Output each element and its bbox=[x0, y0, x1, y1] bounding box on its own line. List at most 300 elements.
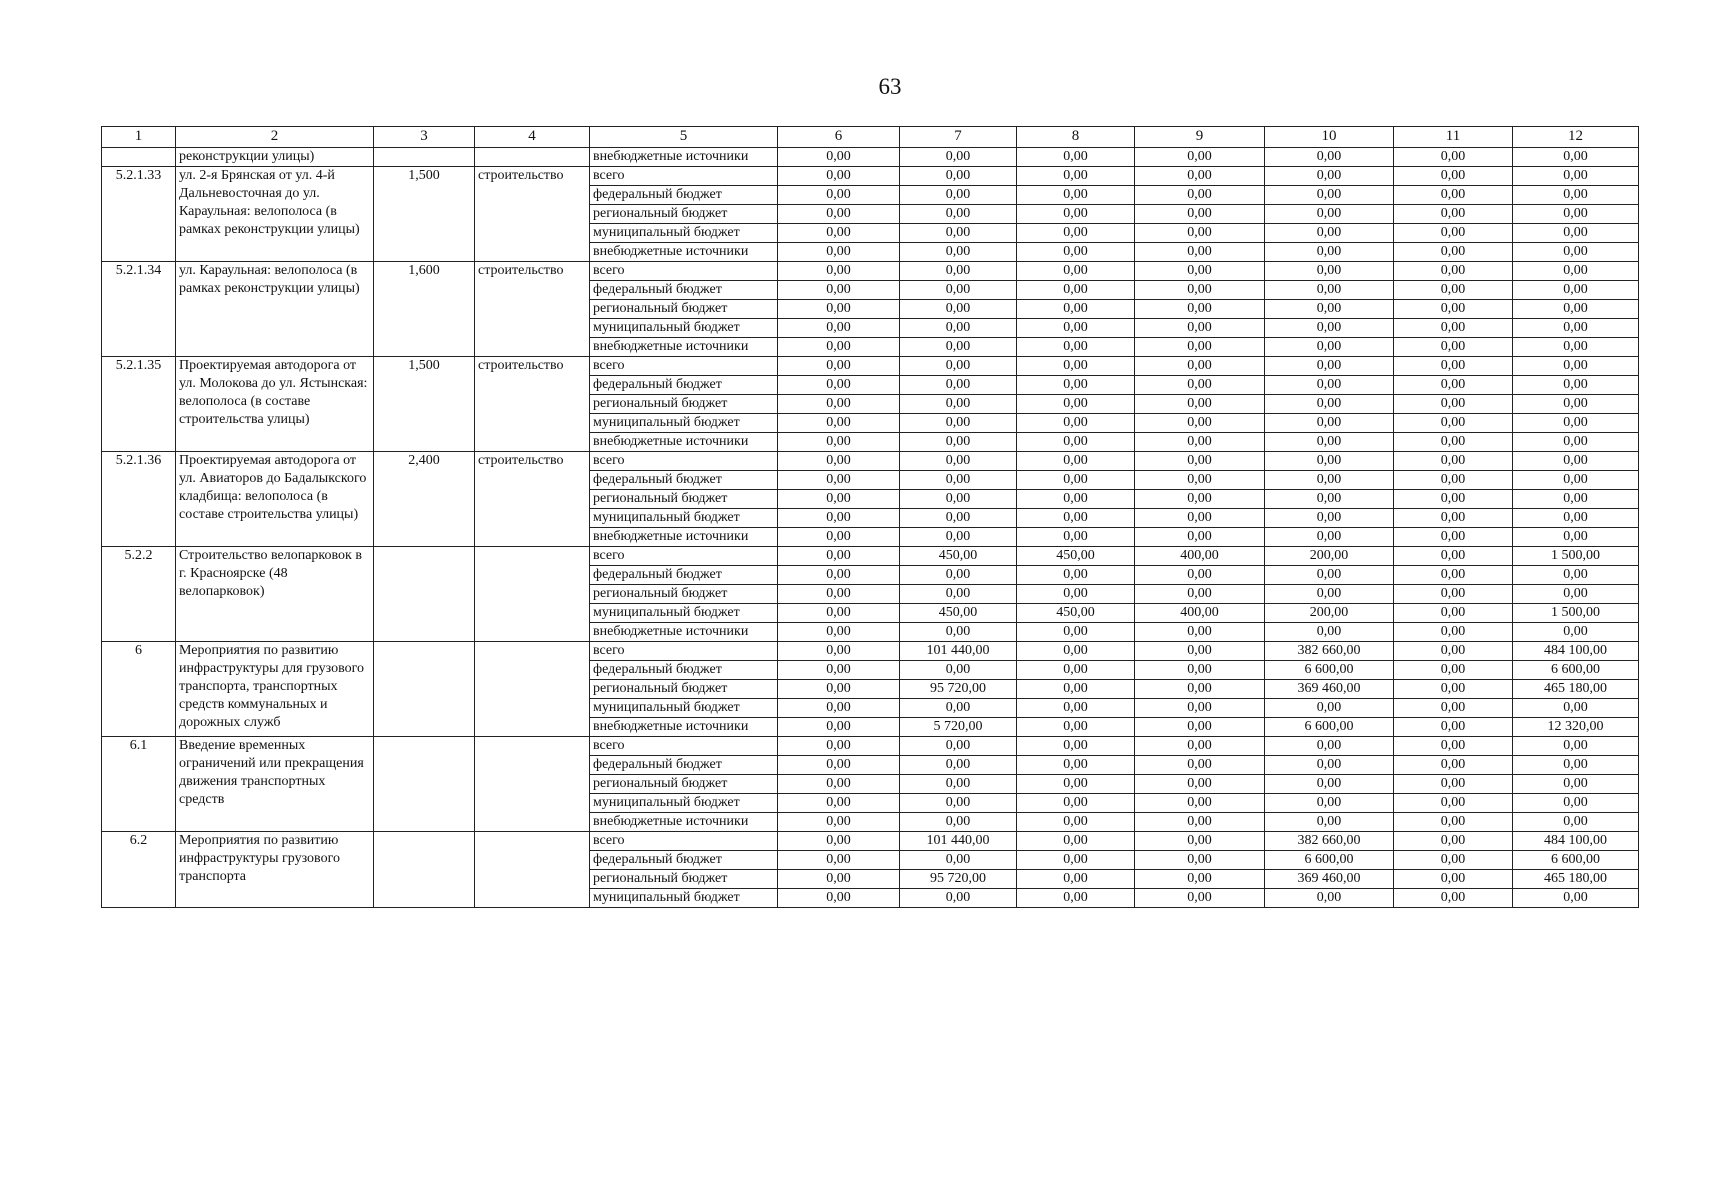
value-cell: 0,00 bbox=[1394, 889, 1513, 908]
value-cell: 0,00 bbox=[1394, 623, 1513, 642]
value-cell: 0,00 bbox=[778, 433, 900, 452]
funding-source: региональный бюджет bbox=[590, 870, 778, 889]
value-cell: 0,00 bbox=[778, 566, 900, 585]
value-cell: 450,00 bbox=[1017, 604, 1135, 623]
item-name: Мероприятия по развитию инфраструктуры грузового транспорта bbox=[176, 832, 374, 908]
value-cell: 0,00 bbox=[1017, 471, 1135, 490]
funding-source: региональный бюджет bbox=[590, 205, 778, 224]
value-cell: 0,00 bbox=[1265, 528, 1394, 547]
funding-source: внебюджетные источники bbox=[590, 243, 778, 262]
value-cell: 0,00 bbox=[1394, 737, 1513, 756]
value-cell: 0,00 bbox=[1394, 832, 1513, 851]
value-cell: 0,00 bbox=[1513, 775, 1639, 794]
value-cell: 0,00 bbox=[1265, 357, 1394, 376]
value-cell: 450,00 bbox=[900, 547, 1017, 566]
funding-source: федеральный бюджет bbox=[590, 186, 778, 205]
value-cell: 0,00 bbox=[1135, 148, 1265, 167]
value-cell: 0,00 bbox=[900, 490, 1017, 509]
value-cell: 0,00 bbox=[900, 775, 1017, 794]
value-cell: 0,00 bbox=[1017, 642, 1135, 661]
value-cell: 0,00 bbox=[900, 338, 1017, 357]
value-cell: 0,00 bbox=[1135, 680, 1265, 699]
funding-source: региональный бюджет bbox=[590, 300, 778, 319]
value-cell: 0,00 bbox=[1513, 509, 1639, 528]
column-header: 8 bbox=[1017, 127, 1135, 148]
value-cell: 0,00 bbox=[900, 300, 1017, 319]
value-cell: 0,00 bbox=[1513, 186, 1639, 205]
value-cell: 0,00 bbox=[1135, 186, 1265, 205]
value-cell: 0,00 bbox=[900, 794, 1017, 813]
value-cell: 0,00 bbox=[1135, 756, 1265, 775]
value-cell: 400,00 bbox=[1135, 547, 1265, 566]
value-cell: 0,00 bbox=[1265, 756, 1394, 775]
value-cell: 0,00 bbox=[1394, 813, 1513, 832]
item-work-type bbox=[475, 642, 590, 737]
value-cell: 0,00 bbox=[1394, 547, 1513, 566]
value-cell: 0,00 bbox=[1017, 357, 1135, 376]
value-cell: 0,00 bbox=[1394, 167, 1513, 186]
funding-source: внебюджетные источники bbox=[590, 433, 778, 452]
item-work-type: строительство bbox=[475, 452, 590, 547]
value-cell: 0,00 bbox=[778, 300, 900, 319]
item-code bbox=[102, 148, 176, 167]
funding-source: муниципальный бюджет bbox=[590, 509, 778, 528]
value-cell: 0,00 bbox=[900, 395, 1017, 414]
value-cell: 369 460,00 bbox=[1265, 870, 1394, 889]
value-cell: 0,00 bbox=[1135, 490, 1265, 509]
value-cell: 0,00 bbox=[1394, 357, 1513, 376]
value-cell: 0,00 bbox=[1513, 224, 1639, 243]
value-cell: 0,00 bbox=[1135, 699, 1265, 718]
value-cell: 0,00 bbox=[900, 737, 1017, 756]
column-header: 11 bbox=[1394, 127, 1513, 148]
value-cell: 0,00 bbox=[1265, 471, 1394, 490]
value-cell: 0,00 bbox=[1265, 148, 1394, 167]
column-header: 7 bbox=[900, 127, 1017, 148]
value-cell: 0,00 bbox=[1513, 528, 1639, 547]
value-cell: 0,00 bbox=[1017, 509, 1135, 528]
value-cell: 0,00 bbox=[1513, 794, 1639, 813]
funding-source: федеральный бюджет bbox=[590, 376, 778, 395]
value-cell: 0,00 bbox=[1265, 338, 1394, 357]
value-cell: 101 440,00 bbox=[900, 832, 1017, 851]
item-code: 6.1 bbox=[102, 737, 176, 832]
value-cell: 0,00 bbox=[900, 376, 1017, 395]
funding-source: региональный бюджет bbox=[590, 585, 778, 604]
value-cell: 0,00 bbox=[1394, 851, 1513, 870]
value-cell: 0,00 bbox=[1135, 775, 1265, 794]
funding-source: федеральный бюджет bbox=[590, 661, 778, 680]
item-name: ул. Караульная: велополоса (в рамках реконструкции улицы) bbox=[176, 262, 374, 357]
value-cell: 0,00 bbox=[778, 167, 900, 186]
column-header: 12 bbox=[1513, 127, 1639, 148]
value-cell: 0,00 bbox=[1394, 414, 1513, 433]
table-row bbox=[102, 148, 1639, 167]
value-cell: 0,00 bbox=[1135, 851, 1265, 870]
value-cell: 0,00 bbox=[778, 471, 900, 490]
value-cell: 0,00 bbox=[1135, 832, 1265, 851]
item-work-type bbox=[475, 832, 590, 908]
funding-source: федеральный бюджет bbox=[590, 471, 778, 490]
funding-source: внебюджетные источники bbox=[590, 528, 778, 547]
value-cell: 0,00 bbox=[1017, 566, 1135, 585]
value-cell: 0,00 bbox=[778, 661, 900, 680]
value-cell: 6 600,00 bbox=[1513, 851, 1639, 870]
value-cell: 0,00 bbox=[1017, 319, 1135, 338]
item-length bbox=[374, 832, 475, 908]
item-work-type bbox=[475, 148, 590, 167]
value-cell: 0,00 bbox=[900, 167, 1017, 186]
item-length: 1,500 bbox=[374, 357, 475, 452]
value-cell: 0,00 bbox=[778, 414, 900, 433]
value-cell: 0,00 bbox=[1513, 737, 1639, 756]
value-cell: 0,00 bbox=[778, 851, 900, 870]
item-code: 5.2.1.33 bbox=[102, 167, 176, 262]
value-cell: 0,00 bbox=[778, 281, 900, 300]
value-cell: 0,00 bbox=[1265, 376, 1394, 395]
table-row bbox=[102, 167, 1639, 186]
funding-source: федеральный бюджет bbox=[590, 281, 778, 300]
value-cell: 0,00 bbox=[900, 319, 1017, 338]
value-cell: 0,00 bbox=[1135, 414, 1265, 433]
value-cell: 0,00 bbox=[1394, 376, 1513, 395]
funding-source: всего bbox=[590, 167, 778, 186]
value-cell: 0,00 bbox=[900, 566, 1017, 585]
value-cell: 0,00 bbox=[778, 509, 900, 528]
value-cell: 0,00 bbox=[900, 186, 1017, 205]
column-header: 9 bbox=[1135, 127, 1265, 148]
item-code: 5.2.1.34 bbox=[102, 262, 176, 357]
value-cell: 0,00 bbox=[1394, 870, 1513, 889]
value-cell: 0,00 bbox=[1135, 452, 1265, 471]
value-cell: 0,00 bbox=[778, 528, 900, 547]
value-cell: 0,00 bbox=[1017, 148, 1135, 167]
funding-source: всего bbox=[590, 737, 778, 756]
value-cell: 484 100,00 bbox=[1513, 642, 1639, 661]
value-cell: 0,00 bbox=[1017, 889, 1135, 908]
value-cell: 0,00 bbox=[1135, 870, 1265, 889]
value-cell: 1 500,00 bbox=[1513, 604, 1639, 623]
item-length: 2,400 bbox=[374, 452, 475, 547]
funding-source: всего bbox=[590, 547, 778, 566]
value-cell: 0,00 bbox=[1135, 357, 1265, 376]
value-cell: 0,00 bbox=[1394, 528, 1513, 547]
value-cell: 369 460,00 bbox=[1265, 680, 1394, 699]
value-cell: 400,00 bbox=[1135, 604, 1265, 623]
value-cell: 0,00 bbox=[1135, 718, 1265, 737]
value-cell: 0,00 bbox=[1394, 433, 1513, 452]
item-length bbox=[374, 737, 475, 832]
value-cell: 0,00 bbox=[1135, 319, 1265, 338]
value-cell: 0,00 bbox=[1017, 224, 1135, 243]
value-cell: 0,00 bbox=[1513, 395, 1639, 414]
column-header: 1 bbox=[102, 127, 176, 148]
value-cell: 0,00 bbox=[1394, 718, 1513, 737]
item-code: 6.2 bbox=[102, 832, 176, 908]
value-cell: 0,00 bbox=[1394, 148, 1513, 167]
value-cell: 0,00 bbox=[1017, 452, 1135, 471]
value-cell: 0,00 bbox=[1135, 281, 1265, 300]
value-cell: 0,00 bbox=[900, 414, 1017, 433]
value-cell: 0,00 bbox=[1135, 509, 1265, 528]
value-cell: 465 180,00 bbox=[1513, 680, 1639, 699]
value-cell: 0,00 bbox=[1135, 471, 1265, 490]
item-name: Введение временных ограничений или прекращения движения транспортных средств bbox=[176, 737, 374, 832]
funding-source: федеральный бюджет bbox=[590, 756, 778, 775]
value-cell: 0,00 bbox=[1135, 395, 1265, 414]
value-cell: 0,00 bbox=[1135, 566, 1265, 585]
value-cell: 0,00 bbox=[1135, 661, 1265, 680]
value-cell: 0,00 bbox=[778, 775, 900, 794]
value-cell: 0,00 bbox=[1017, 395, 1135, 414]
value-cell: 382 660,00 bbox=[1265, 642, 1394, 661]
value-cell: 0,00 bbox=[1513, 205, 1639, 224]
value-cell: 0,00 bbox=[1017, 490, 1135, 509]
value-cell: 0,00 bbox=[778, 490, 900, 509]
value-cell: 0,00 bbox=[900, 889, 1017, 908]
value-cell: 0,00 bbox=[1513, 452, 1639, 471]
value-cell: 95 720,00 bbox=[900, 870, 1017, 889]
value-cell: 0,00 bbox=[1394, 775, 1513, 794]
value-cell: 0,00 bbox=[1135, 623, 1265, 642]
value-cell: 0,00 bbox=[1135, 585, 1265, 604]
value-cell: 0,00 bbox=[1513, 699, 1639, 718]
funding-source: региональный бюджет bbox=[590, 775, 778, 794]
value-cell: 0,00 bbox=[1394, 699, 1513, 718]
value-cell: 101 440,00 bbox=[900, 642, 1017, 661]
value-cell: 0,00 bbox=[1265, 262, 1394, 281]
item-length bbox=[374, 547, 475, 642]
value-cell: 0,00 bbox=[778, 699, 900, 718]
value-cell: 0,00 bbox=[1017, 832, 1135, 851]
value-cell: 0,00 bbox=[900, 452, 1017, 471]
value-cell: 0,00 bbox=[1135, 433, 1265, 452]
value-cell: 0,00 bbox=[1265, 167, 1394, 186]
value-cell: 450,00 bbox=[1017, 547, 1135, 566]
value-cell: 0,00 bbox=[1135, 642, 1265, 661]
funding-source: всего bbox=[590, 452, 778, 471]
value-cell: 1 500,00 bbox=[1513, 547, 1639, 566]
value-cell: 0,00 bbox=[1017, 243, 1135, 262]
column-header: 2 bbox=[176, 127, 374, 148]
table-row bbox=[102, 642, 1639, 661]
value-cell: 0,00 bbox=[1394, 509, 1513, 528]
value-cell: 0,00 bbox=[1265, 794, 1394, 813]
item-length: 1,500 bbox=[374, 167, 475, 262]
value-cell: 0,00 bbox=[1265, 414, 1394, 433]
value-cell: 0,00 bbox=[778, 737, 900, 756]
value-cell: 0,00 bbox=[778, 338, 900, 357]
value-cell: 0,00 bbox=[778, 376, 900, 395]
value-cell: 0,00 bbox=[1135, 243, 1265, 262]
value-cell: 0,00 bbox=[1017, 414, 1135, 433]
value-cell: 382 660,00 bbox=[1265, 832, 1394, 851]
value-cell: 0,00 bbox=[778, 262, 900, 281]
value-cell: 0,00 bbox=[1513, 148, 1639, 167]
funding-source: муниципальный бюджет bbox=[590, 319, 778, 338]
value-cell: 200,00 bbox=[1265, 604, 1394, 623]
value-cell: 0,00 bbox=[1394, 604, 1513, 623]
funding-source: муниципальный бюджет bbox=[590, 224, 778, 243]
value-cell: 0,00 bbox=[1265, 775, 1394, 794]
value-cell: 0,00 bbox=[778, 623, 900, 642]
value-cell: 0,00 bbox=[900, 813, 1017, 832]
value-cell: 0,00 bbox=[1394, 319, 1513, 338]
table-row bbox=[102, 547, 1639, 566]
value-cell: 0,00 bbox=[1513, 471, 1639, 490]
value-cell: 200,00 bbox=[1265, 547, 1394, 566]
value-cell: 0,00 bbox=[900, 357, 1017, 376]
value-cell: 0,00 bbox=[778, 452, 900, 471]
funding-source: региональный бюджет bbox=[590, 680, 778, 699]
value-cell: 0,00 bbox=[778, 604, 900, 623]
funding-source: муниципальный бюджет bbox=[590, 794, 778, 813]
item-code: 5.2.1.36 bbox=[102, 452, 176, 547]
item-work-type: строительство bbox=[475, 167, 590, 262]
value-cell: 0,00 bbox=[1135, 262, 1265, 281]
value-cell: 0,00 bbox=[900, 756, 1017, 775]
value-cell: 0,00 bbox=[1513, 300, 1639, 319]
item-code: 5.2.1.35 bbox=[102, 357, 176, 452]
value-cell: 0,00 bbox=[1265, 243, 1394, 262]
value-cell: 0,00 bbox=[900, 224, 1017, 243]
value-cell: 0,00 bbox=[1394, 585, 1513, 604]
value-cell: 0,00 bbox=[1513, 376, 1639, 395]
value-cell: 0,00 bbox=[1394, 566, 1513, 585]
value-cell: 0,00 bbox=[778, 832, 900, 851]
value-cell: 0,00 bbox=[1265, 205, 1394, 224]
value-cell: 0,00 bbox=[1394, 281, 1513, 300]
value-cell: 0,00 bbox=[900, 205, 1017, 224]
funding-source: муниципальный бюджет bbox=[590, 699, 778, 718]
value-cell: 0,00 bbox=[1394, 243, 1513, 262]
value-cell: 0,00 bbox=[1017, 680, 1135, 699]
value-cell: 0,00 bbox=[1394, 794, 1513, 813]
value-cell: 0,00 bbox=[900, 471, 1017, 490]
funding-source: федеральный бюджет bbox=[590, 566, 778, 585]
item-name: Мероприятия по развитию инфраструктуры для грузового транспорта, транспортных средств коммунальных и дорожных служб bbox=[176, 642, 374, 737]
value-cell: 6 600,00 bbox=[1265, 661, 1394, 680]
value-cell: 0,00 bbox=[1017, 205, 1135, 224]
value-cell: 0,00 bbox=[1513, 433, 1639, 452]
funding-source: внебюджетные источники bbox=[590, 718, 778, 737]
value-cell: 0,00 bbox=[1017, 813, 1135, 832]
value-cell: 0,00 bbox=[1394, 471, 1513, 490]
value-cell: 0,00 bbox=[1394, 490, 1513, 509]
value-cell: 0,00 bbox=[1135, 205, 1265, 224]
value-cell: 0,00 bbox=[1394, 300, 1513, 319]
column-header: 10 bbox=[1265, 127, 1394, 148]
value-cell: 484 100,00 bbox=[1513, 832, 1639, 851]
item-name: Проектируемая автодорога от ул. Молокова до ул. Ястынская: велополоса (в составе строительства улицы) bbox=[176, 357, 374, 452]
value-cell: 0,00 bbox=[900, 699, 1017, 718]
value-cell: 0,00 bbox=[1513, 585, 1639, 604]
funding-source: муниципальный бюджет bbox=[590, 604, 778, 623]
value-cell: 0,00 bbox=[900, 148, 1017, 167]
funding-source: региональный бюджет bbox=[590, 395, 778, 414]
value-cell: 0,00 bbox=[778, 395, 900, 414]
value-cell: 0,00 bbox=[1513, 756, 1639, 775]
value-cell: 0,00 bbox=[1513, 490, 1639, 509]
value-cell: 0,00 bbox=[1265, 623, 1394, 642]
item-work-type bbox=[475, 547, 590, 642]
value-cell: 0,00 bbox=[1017, 661, 1135, 680]
column-header: 5 bbox=[590, 127, 778, 148]
value-cell: 0,00 bbox=[778, 205, 900, 224]
value-cell: 0,00 bbox=[778, 889, 900, 908]
value-cell: 0,00 bbox=[900, 243, 1017, 262]
value-cell: 0,00 bbox=[1017, 623, 1135, 642]
column-header: 6 bbox=[778, 127, 900, 148]
funding-source: всего bbox=[590, 262, 778, 281]
value-cell: 0,00 bbox=[1017, 167, 1135, 186]
funding-source: всего bbox=[590, 642, 778, 661]
value-cell: 0,00 bbox=[1135, 376, 1265, 395]
value-cell: 0,00 bbox=[1265, 585, 1394, 604]
value-cell: 0,00 bbox=[1017, 718, 1135, 737]
value-cell: 0,00 bbox=[1513, 338, 1639, 357]
item-work-type bbox=[475, 737, 590, 832]
value-cell: 450,00 bbox=[900, 604, 1017, 623]
value-cell: 0,00 bbox=[778, 794, 900, 813]
table-row bbox=[102, 832, 1639, 851]
header-row bbox=[102, 127, 1639, 148]
funding-source: муниципальный бюджет bbox=[590, 414, 778, 433]
value-cell: 0,00 bbox=[1513, 889, 1639, 908]
page-number: 63 bbox=[878, 74, 902, 99]
value-cell: 0,00 bbox=[1017, 338, 1135, 357]
value-cell: 0,00 bbox=[900, 262, 1017, 281]
item-length: 1,600 bbox=[374, 262, 475, 357]
value-cell: 0,00 bbox=[900, 623, 1017, 642]
item-name: реконструкции улицы) bbox=[176, 148, 374, 167]
value-cell: 0,00 bbox=[1017, 186, 1135, 205]
value-cell: 0,00 bbox=[778, 718, 900, 737]
value-cell: 0,00 bbox=[1017, 376, 1135, 395]
value-cell: 0,00 bbox=[1513, 623, 1639, 642]
value-cell: 0,00 bbox=[778, 547, 900, 566]
value-cell: 0,00 bbox=[778, 357, 900, 376]
value-cell: 0,00 bbox=[1265, 490, 1394, 509]
value-cell: 0,00 bbox=[778, 642, 900, 661]
value-cell: 0,00 bbox=[1513, 813, 1639, 832]
value-cell: 0,00 bbox=[1265, 737, 1394, 756]
item-name: ул. 2-я Брянская от ул. 4-й Дальневосточная до ул. Караульная: велополоса (в рамках реконструкции улицы) bbox=[176, 167, 374, 262]
column-header: 4 bbox=[475, 127, 590, 148]
value-cell: 0,00 bbox=[778, 813, 900, 832]
value-cell: 0,00 bbox=[1265, 509, 1394, 528]
funding-source: муниципальный бюджет bbox=[590, 889, 778, 908]
value-cell: 0,00 bbox=[778, 243, 900, 262]
value-cell: 0,00 bbox=[1017, 281, 1135, 300]
item-name: Строительство велопарковок в г. Красноярске (48 велопарковок) bbox=[176, 547, 374, 642]
value-cell: 465 180,00 bbox=[1513, 870, 1639, 889]
value-cell: 0,00 bbox=[1017, 737, 1135, 756]
value-cell: 12 320,00 bbox=[1513, 718, 1639, 737]
table-row bbox=[102, 262, 1639, 281]
value-cell: 0,00 bbox=[1394, 395, 1513, 414]
value-cell: 0,00 bbox=[1513, 414, 1639, 433]
value-cell: 0,00 bbox=[1394, 452, 1513, 471]
budget-table bbox=[101, 126, 1639, 908]
value-cell: 0,00 bbox=[1017, 262, 1135, 281]
funding-source: внебюджетные источники bbox=[590, 338, 778, 357]
value-cell: 0,00 bbox=[900, 528, 1017, 547]
value-cell: 0,00 bbox=[1135, 224, 1265, 243]
value-cell: 0,00 bbox=[778, 756, 900, 775]
value-cell: 0,00 bbox=[1513, 262, 1639, 281]
value-cell: 0,00 bbox=[1017, 300, 1135, 319]
